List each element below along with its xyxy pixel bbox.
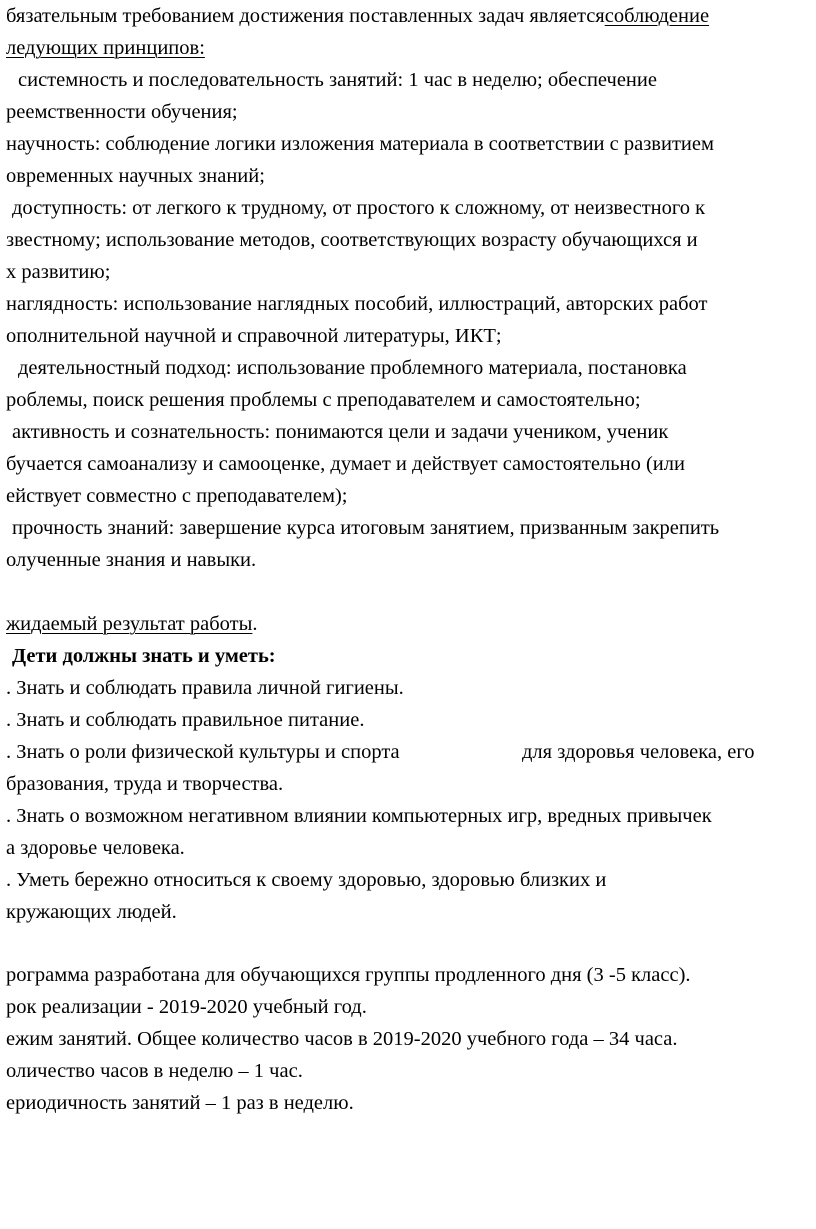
principle-item-scientific-cont: овременных научных знаний; bbox=[6, 165, 265, 187]
program-hours-per-week: оличество часов в неделю – 1 час. bbox=[6, 1060, 303, 1082]
result-item-games: . Знать о возможном негативном влиянии компьютерных игр, вредных привычек bbox=[6, 805, 712, 827]
principle-item-durability-cont: олученные знания и навыки. bbox=[6, 549, 257, 571]
principles-intro-underlined: соблюдение bbox=[604, 5, 710, 27]
principle-item-visuality-cont: ополнительной научной и справочной литературы, ИКТ; bbox=[6, 325, 502, 347]
principle-item-systematic: системность и последовательность занятий: 1 час в неделю; обеспечение bbox=[18, 69, 657, 91]
principle-item-accessibility-cont: звестному; использование методов, соответствующих возрасту обучающихся и bbox=[6, 229, 698, 251]
principle-item-scientific: научность: соблюдение логики изложения материала в соответствии с развитием bbox=[6, 133, 714, 155]
principle-item-consciousness-cont: бучается самоанализу и самооценке, думает и действует самостоятельно (или bbox=[6, 453, 685, 475]
principle-item-activity-approach-cont: роблемы, поиск решения проблемы с преподавателем и самостоятельно; bbox=[6, 389, 641, 411]
result-item-nutrition: . Знать и соблюдать правильное питание. bbox=[6, 709, 365, 731]
result-item-games-cont: а здоровье человека. bbox=[6, 837, 185, 859]
program-schedule: ежим занятий. Общее количество часов в 2019-2020 учебного года – 34 часа. bbox=[6, 1028, 678, 1050]
principles-intro bbox=[6, 6, 709, 27]
principle-item-systematic-cont: реемственности обучения; bbox=[6, 101, 238, 123]
result-item-sport-cont: бразования, труда и творчества. bbox=[6, 773, 284, 795]
principle-item-accessibility-cont2: х развитию; bbox=[6, 261, 111, 283]
results-heading-text: жидаемый результат работы bbox=[6, 613, 253, 635]
results-heading bbox=[6, 614, 258, 635]
principle-item-durability: прочность знаний: завершение курса итоговым занятием, призванным закрепить bbox=[12, 517, 720, 539]
results-subheading: Дети должны знать и уметь: bbox=[12, 645, 276, 667]
results-heading-suffix: . bbox=[252, 613, 258, 635]
result-item-hygiene: . Знать и соблюдать правила личной гигиены. bbox=[6, 677, 404, 699]
principle-item-accessibility: доступность: от легкого к трудному, от простого к сложному, от неизвестного к bbox=[12, 197, 706, 219]
principle-item-consciousness: активность и сознательность: понимаются цели и задачи учеником, ученик bbox=[12, 421, 669, 443]
result-item-care: . Уметь бережно относиться к своему здоровью, здоровью близких и bbox=[6, 869, 607, 891]
principle-item-activity-approach: деятельностный подход: использование проблемного материала, постановка bbox=[18, 357, 687, 379]
principles-intro-text: бязательным требованием достижения поставленных задач является bbox=[6, 5, 605, 27]
result-item-sport: . Знать о роли физической культуры и спорта bbox=[6, 741, 400, 763]
program-frequency: ериодичность занятий – 1 раз в неделю. bbox=[6, 1092, 354, 1114]
program-period: рок реализации - 2019-2020 учебный год. bbox=[6, 996, 367, 1018]
principles-intro-continued: ледующих принципов: bbox=[6, 37, 205, 59]
result-item-care-cont: кружающих людей. bbox=[6, 901, 177, 923]
principle-item-consciousness-cont2: ействует совместно с преподавателем); bbox=[6, 485, 348, 507]
principle-item-visuality: наглядность: использование наглядных пособий, иллюстраций, авторских работ bbox=[6, 293, 708, 315]
result-item-sport-part2: для здоровья человека, его bbox=[522, 741, 755, 763]
program-audience: рограмма разработана для обучающихся группы продленного дня (3 -5 класс). bbox=[6, 964, 691, 986]
